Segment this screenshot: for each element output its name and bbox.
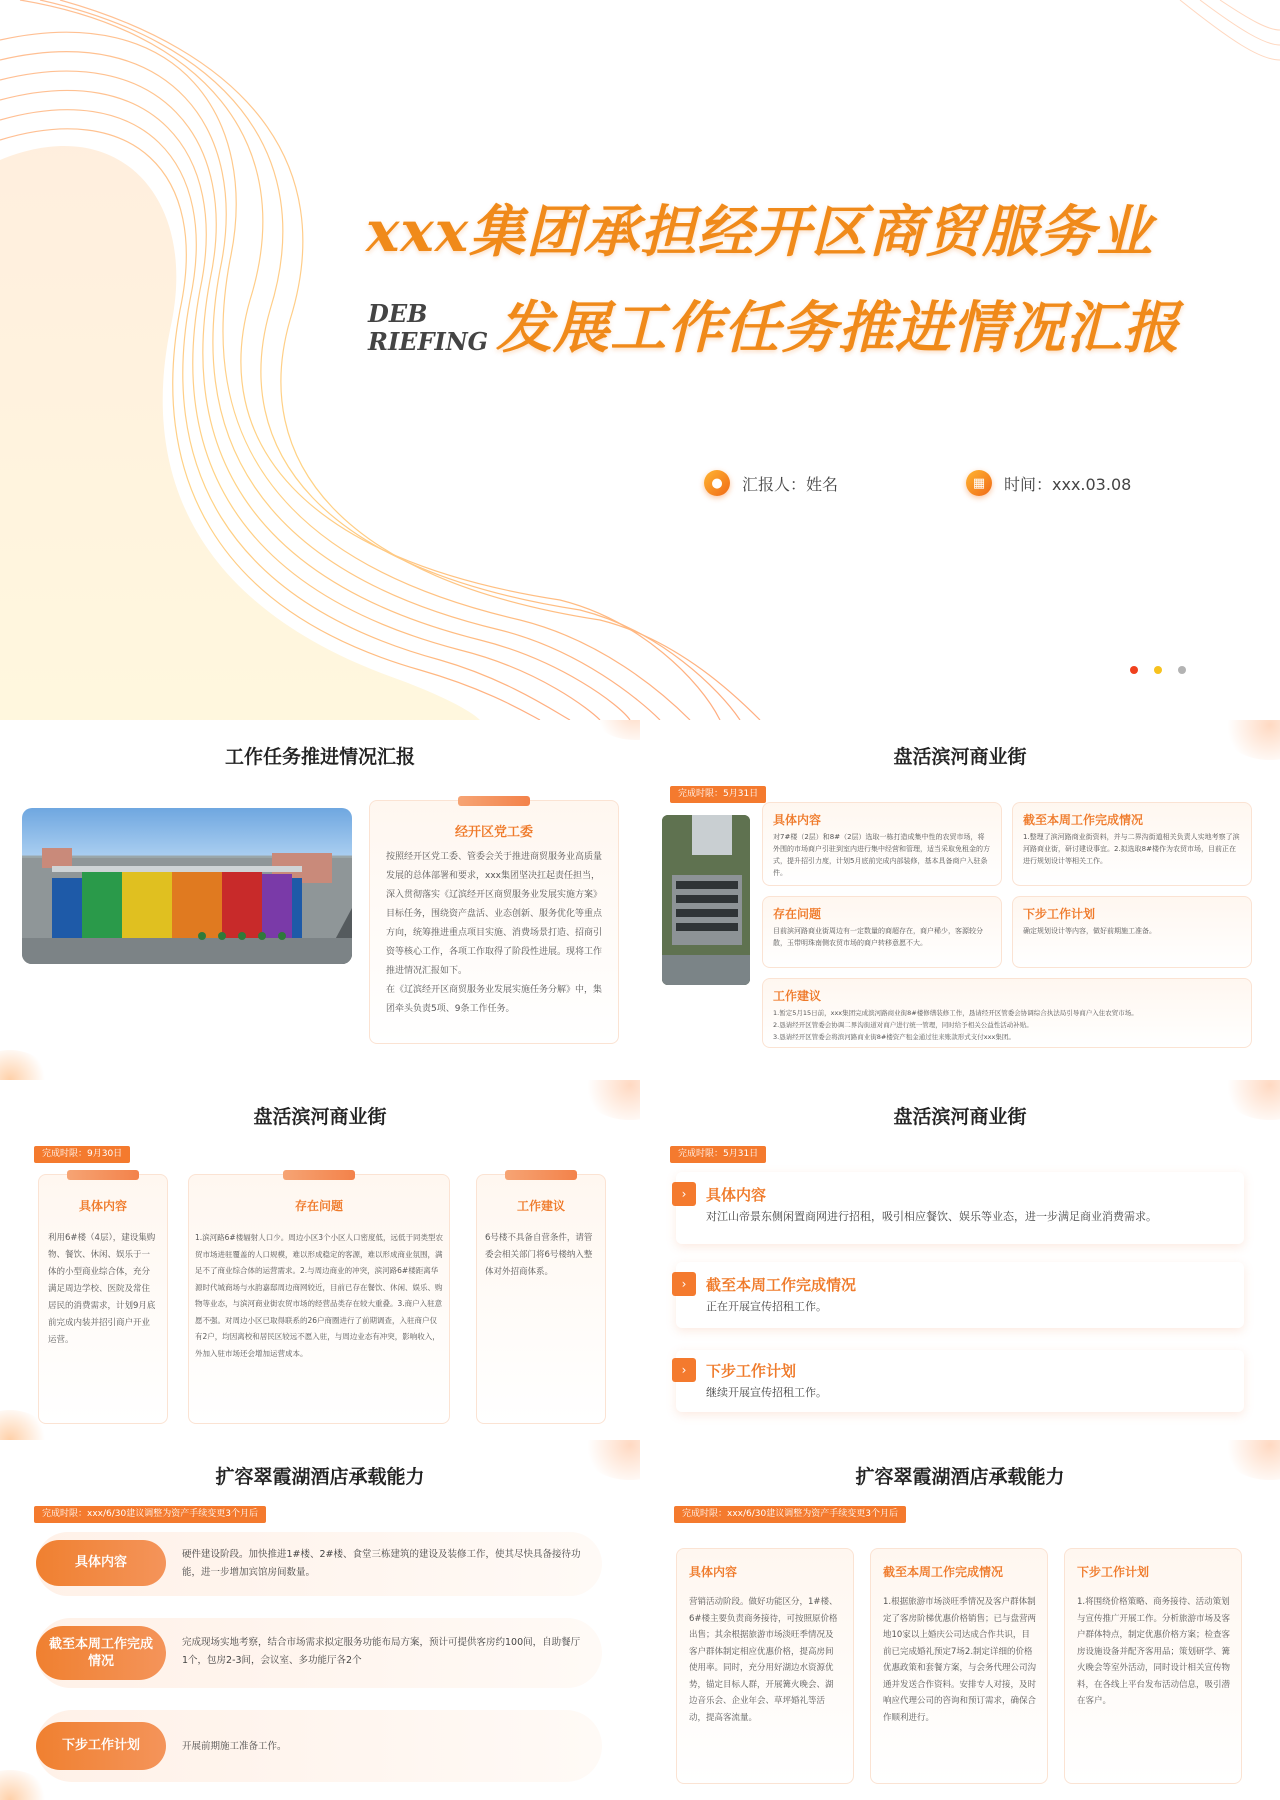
slide-title: 盘活滨河商业街 — [893, 746, 1027, 768]
slide-title: 盘活滨河商业街 — [253, 1106, 387, 1128]
calendar-icon: ▦ — [966, 470, 992, 496]
reporter-info — [704, 470, 838, 496]
card-suggestions — [476, 1174, 606, 1424]
card-suggestions — [762, 978, 1252, 1048]
row-text: 正在开展宣传招租工作。 — [706, 1300, 827, 1313]
card-progress — [870, 1548, 1048, 1784]
card-title: 截至本周工作完成情况 — [883, 1565, 1004, 1579]
row-marker: › — [672, 1358, 696, 1382]
card-issues — [762, 896, 1002, 968]
row-title: 具体内容 — [706, 1186, 767, 1204]
slide-binhe-street-1[interactable] — [640, 720, 1280, 1080]
deadline-badge: 完成时限：5月31日 — [670, 786, 766, 803]
building-photo — [22, 808, 352, 964]
card-progress — [1012, 802, 1252, 886]
slide-title: 扩容翠霞湖酒店承载能力 — [855, 1466, 1065, 1488]
cover-title-line-2: 发展工作任务推进情况汇报 — [496, 295, 1180, 361]
card-title: 具体内容 — [78, 1199, 127, 1213]
deadline-badge: 完成时限：9月30日 — [34, 1146, 130, 1163]
row-label: 下步工作计划 — [36, 1722, 166, 1770]
slide-binhe-street-2[interactable] — [0, 1080, 640, 1440]
corner-decoration — [0, 1050, 50, 1080]
building-illustration — [22, 808, 352, 964]
row-text: 开展前期施工准备工作。 — [182, 1741, 287, 1752]
card-title: 存在问题 — [773, 907, 822, 921]
card-content — [38, 1174, 168, 1424]
deadline-badge: 完成时限：xxx/6/30建议调整为资产手续变更3个月后 — [34, 1506, 266, 1523]
row-label: 具体内容 — [36, 1540, 166, 1586]
card-title: 具体内容 — [689, 1565, 738, 1579]
corner-decoration — [590, 720, 640, 740]
card-text: 利用6#楼（4层），建设集购物、餐饮、休闲、娱乐于一体的小型商业综合体，充分满足周边学校、医院及常住居民的消费需求，计划9月底前完成内装并招引商户开业运营。 — [48, 1233, 156, 1345]
card-title: 工作建议 — [773, 989, 822, 1003]
row-content — [676, 1172, 1244, 1244]
card-title: 下步工作计划 — [1023, 907, 1096, 921]
row-progress — [36, 1618, 602, 1688]
time-info — [966, 470, 1131, 496]
card-text: 对7#楼（2层）和8#（2层）选取一栋打造成集中性的农贸市场，将外围的市场商户引驻到室内进行集中经营和管理，适当采取免租金的方式，提升招引力度，计划5月底前完成内部装修，基本具备商户入驻条件。 — [773, 833, 990, 877]
card-text: 1.整理了滨河路商业街资料，并与二界沟街道相关负责人实地考察了滨河路商业街，研讨建设事宜。2.拟选取8#楼作为农贸市场，目前正在进行规划设计等相关工作。 — [1023, 833, 1240, 865]
corner-decoration — [0, 1770, 50, 1800]
carousel-dot-2[interactable] — [1154, 666, 1162, 674]
row-text: 硬件建设阶段。加快推进1#楼、2#楼、食堂三栋建筑的建设及装修工作，使其尽快具备接待功能，进一步增加宾馆房间数量。 — [182, 1549, 581, 1578]
card-text: 营销活动阶段。做好功能区分，1#楼、6#楼主要负责商务接待，可按照原价格出售；其余根据旅游市场淡旺季情况及客户群体制定相应优惠价格，提高房间使用率。同时，充分用好湖边水资源优势，锚定目标人群，开展篝火晚会、湖边音乐会、企业年会、草坪婚礼等活动，提高客流量。 — [689, 1597, 838, 1723]
card-title: 下步工作计划 — [1077, 1565, 1150, 1579]
row-text: 继续开展宣传招租工作。 — [706, 1386, 827, 1399]
carousel-dots — [1130, 666, 1186, 674]
card-issues — [188, 1174, 450, 1424]
card-text: 1.滨河路6#楼辐射人口少。周边小区3个小区人口密度低，远低于同类型农贸市场进驻覆盖的人口规模，难以形成稳定的客源，难以形成商业氛围，满足不了商业综合体的运营需求。2.与周边商业的冲突，滨河路6#楼距离华源时代城商场与水韵嘉邸周边商网较近，目前已存在餐饮、休闲、娱乐、购物等业态，与滨河商业街农贸市场的经营品类存在较大重叠。3.商户入驻意愿不强。对周边小区已取得联系的26户商圈进行了前期调查，入驻商户仅有2户，均因离校和居民区较远不愿入驻，与周边业态有冲突，影响收入，外加入驻市场还会增加运营成本。 — [195, 1233, 443, 1358]
card-next-plan — [1012, 896, 1252, 968]
row-text: 对江山帝景东侧闲置商网进行招租，吸引相应餐饮、娱乐等业态，进一步满足商业消费需求。 — [706, 1210, 1157, 1223]
card-paragraph-2: 在《辽滨经开区商贸服务业发展实施任务分解》中，集团牵头负责5项、9条工作任务。 — [386, 985, 603, 1014]
card-tag — [505, 1170, 577, 1180]
card-text: 确定规划设计等内容，做好前期施工准备。 — [1023, 927, 1156, 935]
card-title: 工作建议 — [516, 1199, 565, 1213]
deadline-badge: 完成时限：xxx/6/30建议调整为资产手续变更3个月后 — [674, 1506, 906, 1523]
card-content — [762, 802, 1002, 886]
card-title: 存在问题 — [294, 1199, 343, 1213]
english-line-2: RIEFING — [368, 327, 489, 356]
card-tag — [458, 796, 530, 806]
cover-slide[interactable] — [0, 0, 1280, 720]
card-tag — [283, 1170, 355, 1180]
carousel-dot-3[interactable] — [1178, 666, 1186, 674]
card-text: 目前滨河路商业街周边有一定数量的商超存在，商户稀少，客源较分散，玉带明珠南侧农贸市场的商户转移意愿不大。 — [773, 927, 983, 947]
row-content — [36, 1532, 602, 1596]
row-title: 下步工作计划 — [706, 1362, 797, 1380]
row-marker: › — [672, 1272, 696, 1296]
english-line-1: DEB — [368, 299, 428, 328]
card-tag — [67, 1170, 139, 1180]
carousel-dot-1[interactable] — [1130, 666, 1138, 674]
slide-hotel-capacity-2[interactable] — [640, 1440, 1280, 1800]
suggestion-3: 3.恳请经开区管委会将滨河路商业街8#楼资产租金通过往来账款形式支付xxx集团。 — [773, 1033, 1015, 1041]
cover-english-label — [368, 300, 488, 356]
slide-work-report[interactable] — [0, 720, 640, 1080]
card-content — [676, 1548, 854, 1784]
card-title: 具体内容 — [773, 813, 822, 827]
card-paragraph-1: 按照经开区党工委、管委会关于推进商贸服务业高质量发展的总体部署和要求，xxx集团坚决扛起责任担当，深入贯彻落实《辽滨经开区商贸服务业发展实施方案》目标任务，围绕资产盘活、业态创新、服务优化等重点方向，统筹推进重点项目实施、消费场景打造、招商引资等核心工作，各项工作取得了阶段性进展。现将工作推进情况汇报如下。 — [386, 852, 603, 976]
row-label-line-1: 截至本周工作完成 — [48, 1637, 153, 1652]
row-marker: › — [672, 1182, 696, 1206]
card-title: 截至本周工作完成情况 — [1023, 813, 1144, 827]
row-text: 完成现场实地考察，结合市场需求拟定服务功能布局方案，预计可提供客房约100间，自助餐厅1个，包房2-3间，会议室、多功能厅各2个 — [182, 1637, 581, 1666]
aerial-photo — [662, 815, 750, 985]
row-label-line-2: 情况 — [87, 1654, 114, 1669]
slide-title: 扩容翠霞湖酒店承载能力 — [215, 1466, 425, 1488]
card-text: 1.根据旅游市场淡旺季情况及客户群体制定了客房阶梯优惠价格销售；已与盘营两地10家以上婚庆公司达成合作共识，目前已完成婚礼预定7场2.制定详细的价格优惠政策和套餐方案，与会务代理公司沟通并发送合作资料。安排专人对接，及时响应代理公司的咨询和预订需求，确保合作顺利进行。 — [883, 1597, 1037, 1723]
row-next-plan — [676, 1350, 1244, 1412]
row-next-plan — [36, 1710, 602, 1782]
row-label — [36, 1626, 166, 1680]
suggestion-2: 2.恳请经开区管委会协调二界沟街道对商户进行统一管理，同时给予相关公益性活动补贴。 — [773, 1021, 1033, 1029]
card-text: 1.将围绕价格策略、商务接待、活动策划与宣传推广开展工作。分析旅游市场及客户群体特点，制定优惠价格方案；检查客房设施设备并配齐客用品；策划研学、篝火晚会等室外活动，同时设计相关宣传物料，在各线上平台发布活动信息，吸引潜在客户。 — [1077, 1597, 1231, 1706]
card-title: 经开区党工委 — [454, 825, 533, 840]
deadline-badge: 完成时限：5月31日 — [670, 1146, 766, 1163]
row-progress — [676, 1262, 1244, 1328]
suggestion-1: 1.暂定5月15日前，xxx集团完成滨河路商业街8#楼修缮装修工作，恳请经开区管委会协调综合执法局引导商户入住农贸市场。 — [773, 1009, 1138, 1017]
slide-hotel-capacity-1[interactable] — [0, 1440, 640, 1800]
card-text: 6号楼不具备自营条件，请管委会相关部门将6号楼纳入整体对外招商体系。 — [485, 1233, 593, 1277]
reporter-text: 汇报人：姓名 — [742, 474, 839, 494]
user-icon: ● — [704, 470, 730, 496]
time-text: 时间：xxx.03.08 — [1004, 474, 1132, 494]
cover-title-line-1: xxx集团承担经开区商贸服务业 — [366, 199, 1154, 265]
slide-title: 盘活滨河商业街 — [893, 1106, 1027, 1128]
slide-title: 工作任务推进情况汇报 — [224, 746, 415, 768]
row-title: 截至本周工作完成情况 — [706, 1276, 857, 1294]
aerial-illustration — [662, 815, 750, 985]
party-committee-card — [369, 800, 619, 1044]
slide-binhe-street-3[interactable] — [640, 1080, 1280, 1440]
card-next-plan — [1064, 1548, 1242, 1784]
